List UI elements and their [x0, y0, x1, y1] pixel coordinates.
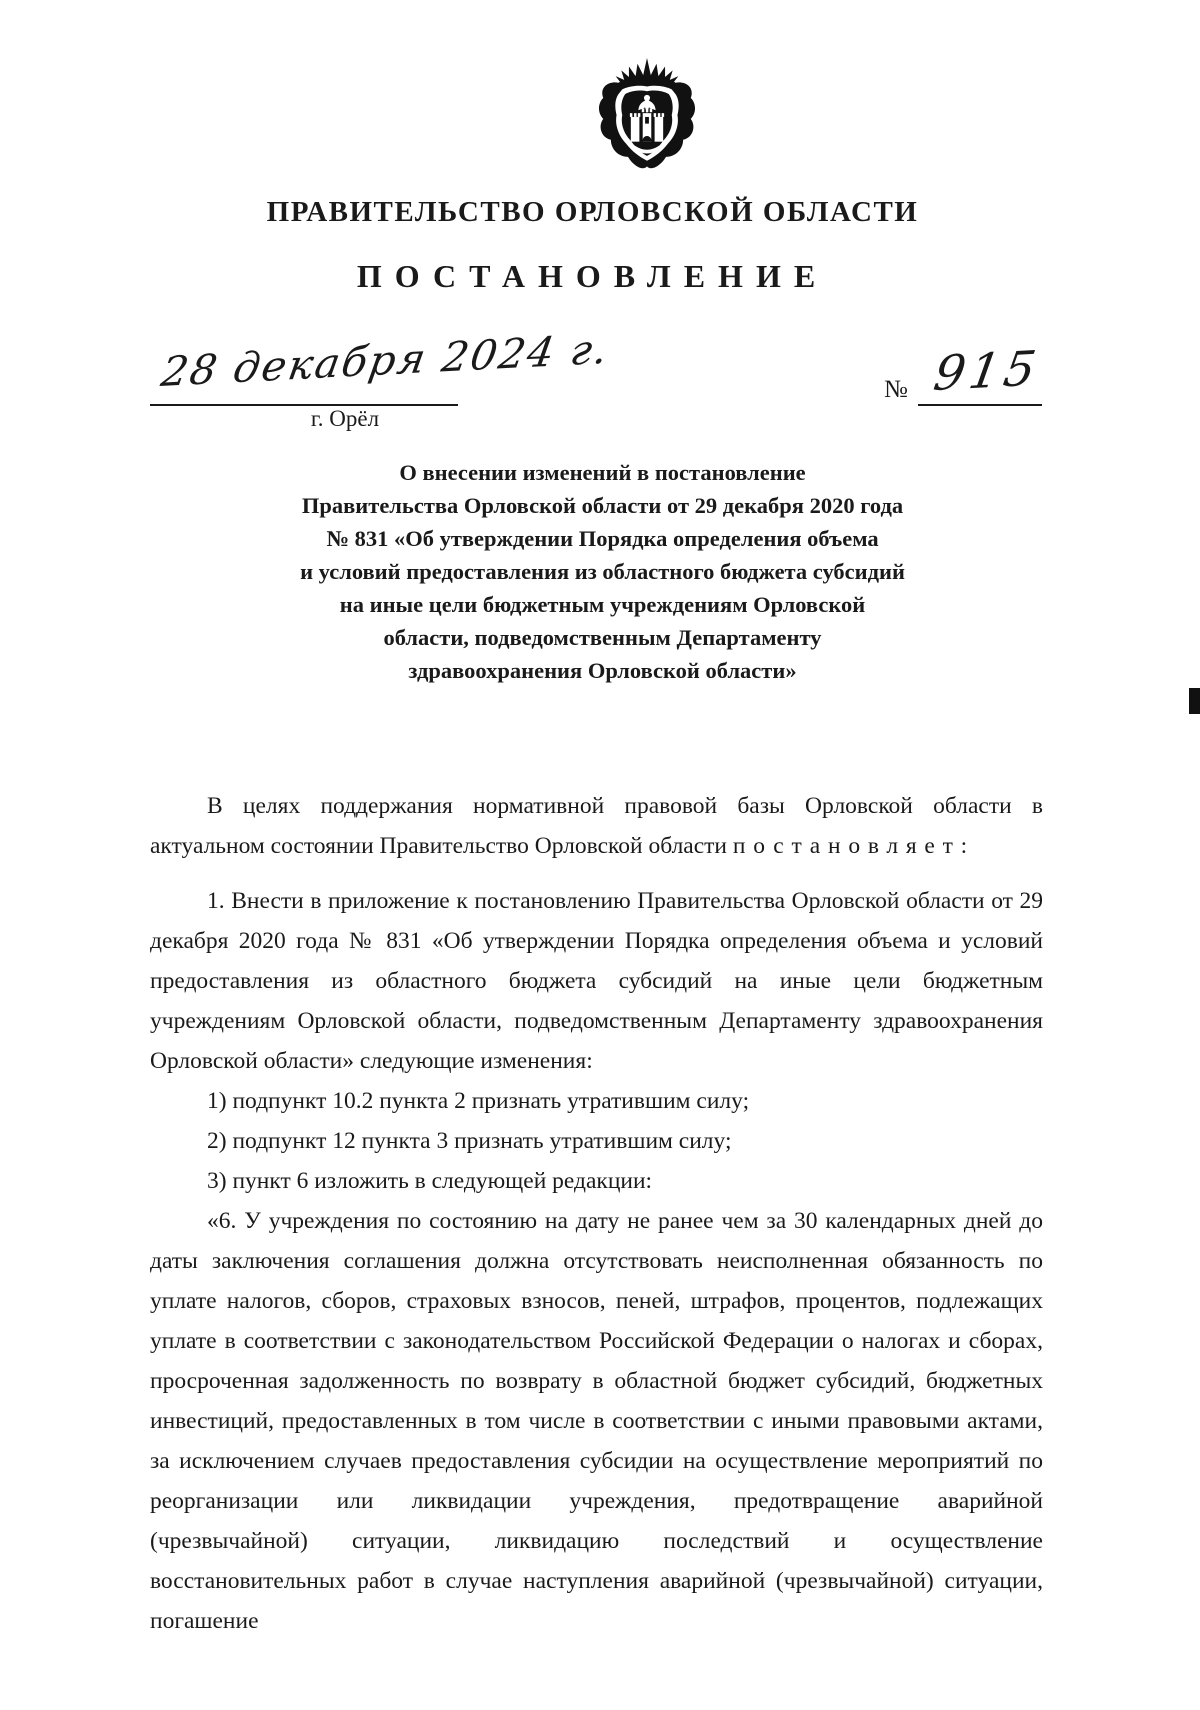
amendment-list — [150, 1081, 1043, 1201]
list-item: 2) подпункт 12 пункта 3 признать утратившим силу; — [207, 1128, 732, 1154]
resolves-keyword: постановляет: — [732, 833, 975, 859]
document-type-heading: ПОСТАНОВЛЕНИЕ — [356, 258, 829, 294]
place-label: г. Орёл — [310, 406, 380, 431]
oryol-oblast-coat-of-arms-icon — [588, 58, 706, 174]
title-line: здравоохранения Орловской области» — [408, 658, 797, 683]
title-line: О внесении изменений в постановление — [399, 460, 806, 485]
title-line: № 831 «Об утверждении Порядка определения объема — [326, 526, 879, 551]
title-line: Правительства Орловской области от 29 декабря 2020 года — [301, 493, 904, 518]
number-sign-label: № — [884, 376, 908, 403]
title-line: и условий предоставления из областного бюджета субсидий — [300, 559, 905, 584]
preamble-text: В целях поддержания нормативной правовой базы Орловской области в актуальном состоянии Правительство Орловской области — [150, 793, 1043, 859]
clause-1-paragraph: 1. Внести в приложение к постановлению Правительства Орловской области от 29 декабря 2020 года № 831 «Об утверждении Порядка определения объема и условий предоставления из областного бюджета субсидий на иные цели бюджетным учреждениям Орловской области, подведомственным Департаменту здравоохранения Орловской области» следующие изменения: — [150, 888, 1043, 1074]
handwritten-document-number: 915 — [930, 340, 1044, 402]
preamble-paragraph — [150, 786, 1043, 866]
government-name-heading: ПРАВИТЕЛЬСТВО ОРЛОВСКОЙ ОБЛАСТИ — [266, 196, 919, 228]
list-item: 1) подпункт 10.2 пункта 2 признать утратившим силу; — [207, 1088, 750, 1114]
list-item: 3) пункт 6 изложить в следующей редакции: — [207, 1168, 653, 1194]
document-body — [150, 786, 1043, 1641]
document-title — [0, 456, 1200, 687]
title-line: области, подведомственным Департаменту — [383, 625, 822, 650]
scan-edge-artifact — [1189, 688, 1200, 714]
title-line: на иные цели бюджетным учреждениям Орловской — [339, 592, 866, 617]
number-underline — [918, 404, 1042, 406]
new-clause-6-paragraph: «6. У учреждения по состоянию на дату не ранее чем за 30 календарных дней до даты заключения соглашения должна отсутствовать неисполненная обязанность по уплате налогов, сборов, страховых взносов, пеней, штрафов, процентов, подлежащих уплате в соответствии с законодательством Российской Федерации о налогах и сборах, просроченная задолженность по возврату в областной бюджет субсидий, бюджетных инвестиций, предоставленных в том числе в соответствии с иными правовыми актами, за исключением случаев предоставления субсидии на осуществление мероприятий по реорганизации или ликвидации учреждения, предотвращение аварийной (чрезвычайной) ситуации, ликвидацию последствий и осуществление восстановительных работ в случае наступления аварийной (чрезвычайной) ситуации, погашение — [150, 1208, 1043, 1634]
handwritten-date: 28 декабря 2024 г. — [158, 324, 613, 396]
